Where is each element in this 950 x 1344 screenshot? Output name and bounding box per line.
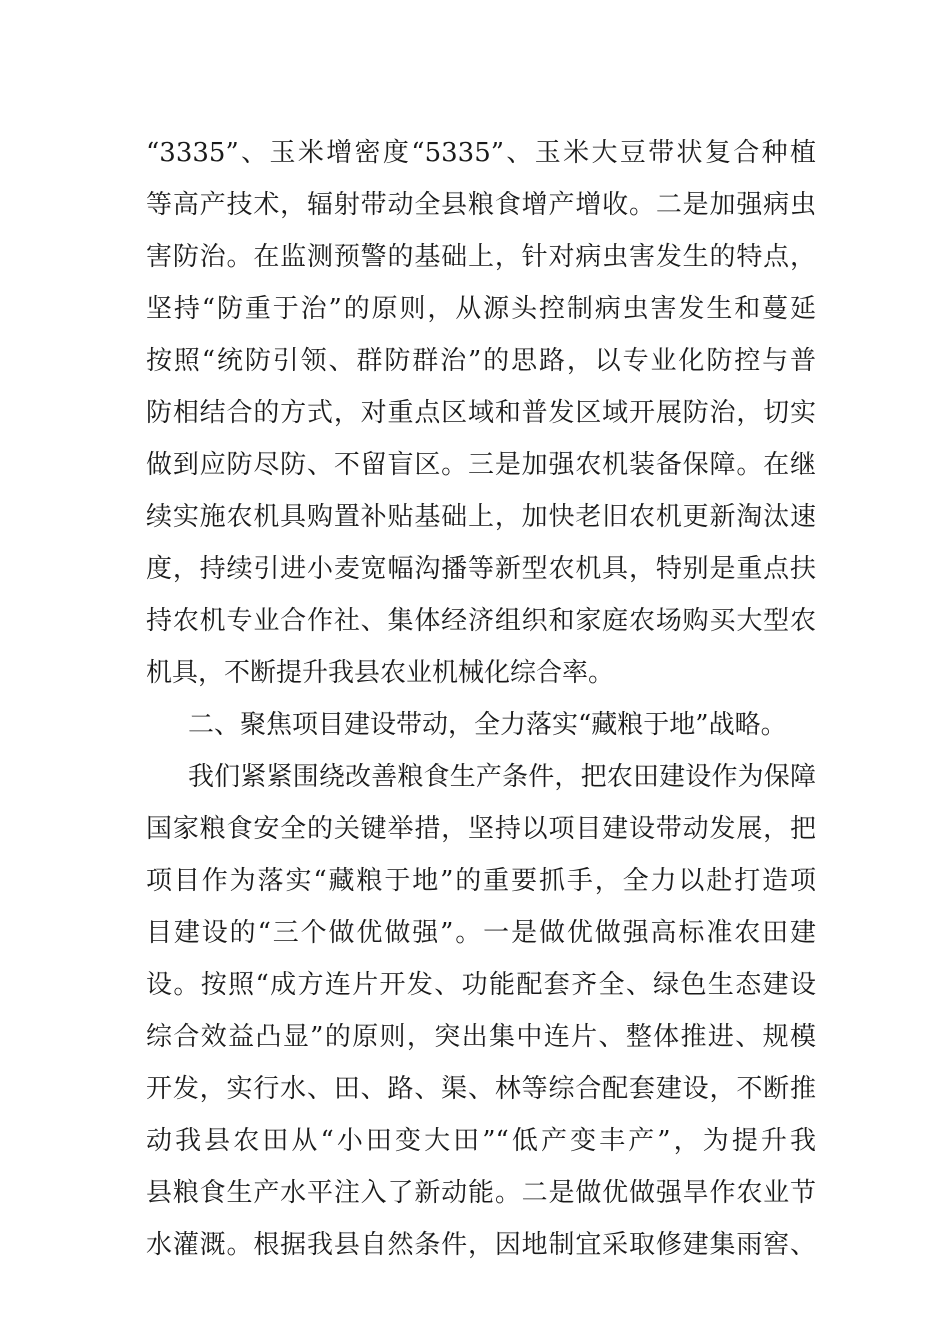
- text-line: 目建设的“三个做优做强”。一是做优做强高标准农田建: [146, 918, 816, 948]
- text-line: 开发，实行水、田、路、渠、林等综合配套建设，不断推: [146, 1074, 816, 1104]
- text-line: 坚持“防重于治”的原则，从源头控制病虫害发生和蔓延: [146, 294, 816, 324]
- text-line: 持农机专业合作社、集体经济组织和家庭农场购买大型农: [146, 606, 816, 636]
- text-line: 项目作为落实“藏粮于地”的重要抓手，全力以赴打造项: [146, 866, 816, 896]
- text-line: 动我县农田从“小田变大田”“低产变丰产”，为提升我: [146, 1126, 816, 1156]
- text-line: 国家粮食安全的关键举措，坚持以项目建设带动发展，把: [146, 814, 816, 844]
- text-line: 防相结合的方式，对重点区域和普发区域开展防治，切实: [146, 398, 816, 428]
- text-line: 按照“统防引领、群防群治”的思路，以专业化防控与普: [146, 346, 816, 376]
- text-line: 做到应防尽防、不留盲区。三是加强农机装备保障。在继: [146, 450, 816, 480]
- text-line: 设。按照“成方连片开发、功能配套齐全、绿色生态建设: [146, 970, 816, 1000]
- text-line: 机具，不断提升我县农业机械化综合率。: [146, 658, 615, 688]
- text-line: “3335”、玉米增密度“5335”、玉米大豆带状复合种植: [146, 138, 816, 168]
- text-line: 综合效益凸显”的原则，突出集中连片、整体推进、规模: [146, 1022, 816, 1052]
- text-line: 害防治。在监测预警的基础上，针对病虫害发生的特点，: [146, 242, 816, 272]
- text-line: 度，持续引进小麦宽幅沟播等新型农机具，特别是重点扶: [146, 554, 816, 584]
- body-text: [146, 127, 816, 1271]
- text-line: 我们紧紧围绕改善粮食生产条件，把农田建设作为保障: [188, 762, 816, 792]
- text-line: 县粮食生产水平注入了新动能。二是做优做强旱作农业节: [146, 1178, 816, 1208]
- text-line: 等高产技术，辐射带动全县粮食增产增收。二是加强病虫: [146, 190, 816, 220]
- text-line: 续实施农机具购置补贴基础上，加快老旧农机更新淘汰速: [146, 502, 816, 532]
- text-line: 水灌溉。根据我县自然条件，因地制宜采取修建集雨窖、: [146, 1230, 816, 1260]
- section-heading: 二、聚焦项目建设带动，全力落实“藏粮于地”战略。: [188, 710, 787, 740]
